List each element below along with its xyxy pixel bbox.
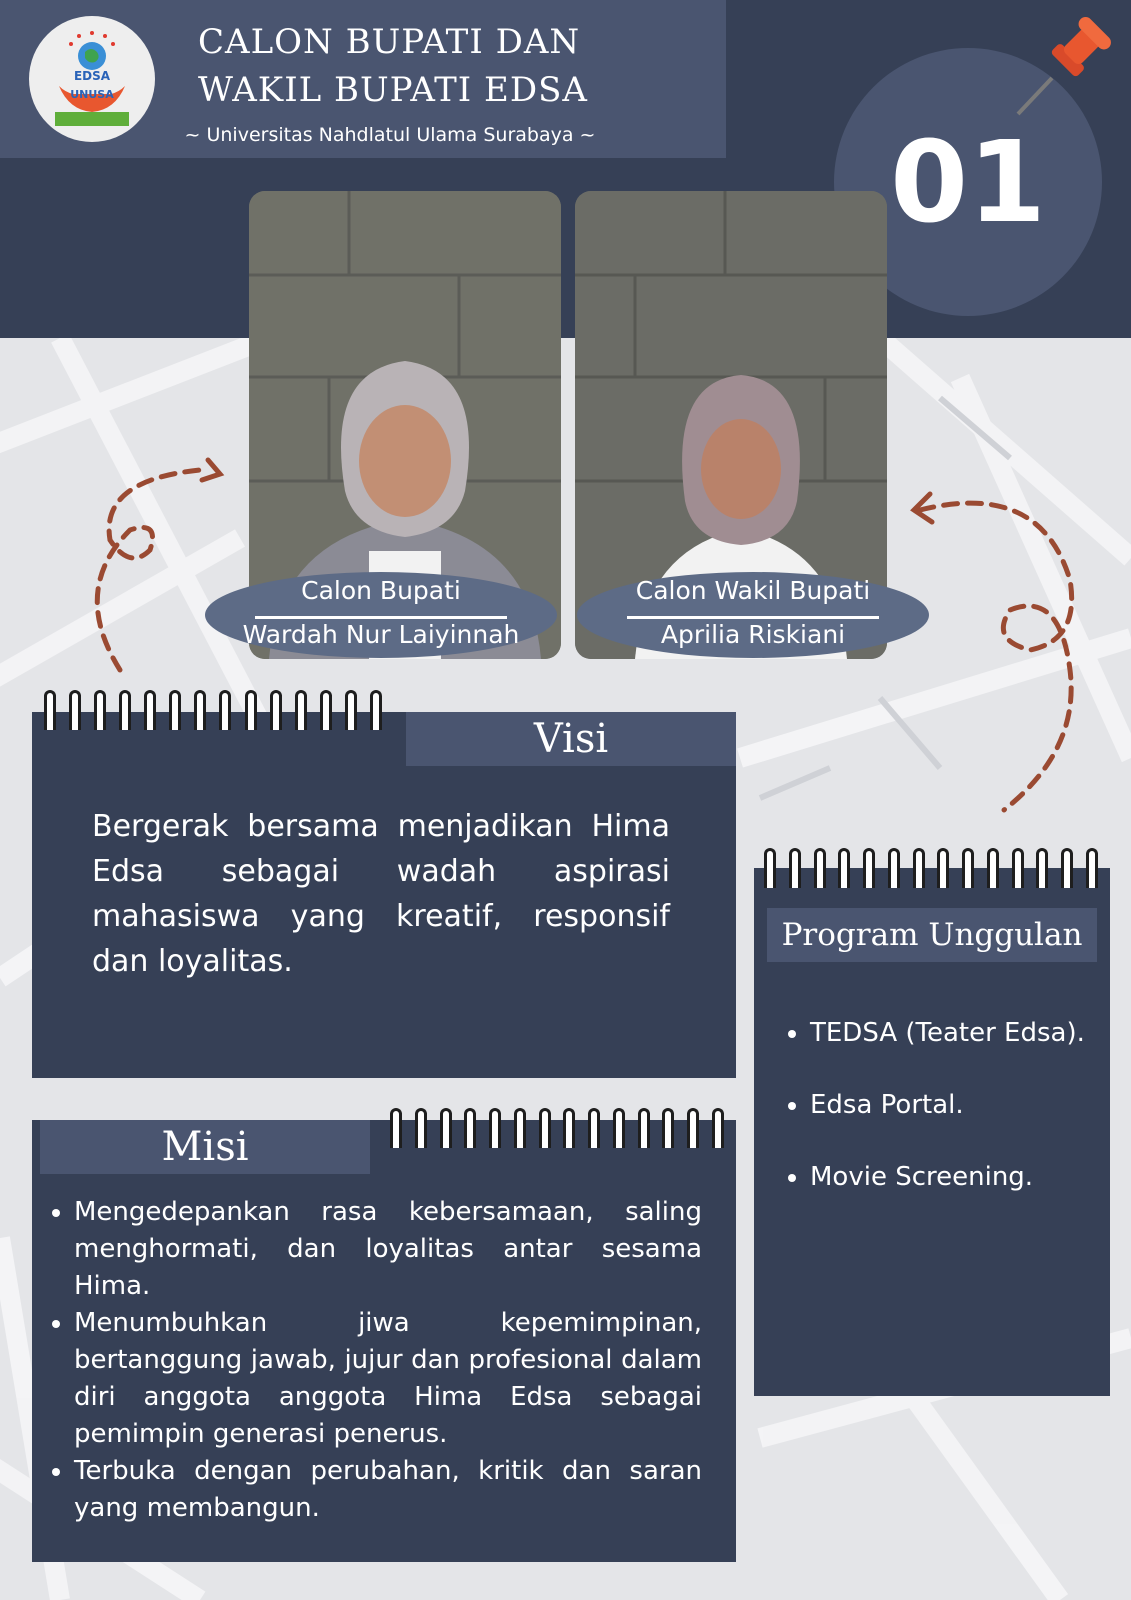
nameplate-divider	[627, 616, 879, 619]
list-item: • Mengedepankan rasa kebersamaan, saling menghormati, dan loyalitas antar sesama Hima.	[74, 1194, 702, 1305]
spiral-binding	[44, 690, 382, 732]
nameplate-calon-wakil-bupati	[577, 572, 929, 658]
university-subtitle: ~ Universitas Nahdlatul Ulama Surabaya ~	[184, 124, 596, 146]
candidate-role: Calon Bupati	[301, 576, 461, 605]
candidate-name: Wardah Nur Laiyinnah	[242, 620, 520, 649]
page-title	[198, 18, 618, 114]
list-item: • TEDSA (Teater Edsa).	[810, 1018, 1102, 1048]
edsa-logo	[29, 16, 155, 142]
svg-text:EDSA: EDSA	[73, 69, 111, 83]
nameplate-divider	[255, 616, 507, 619]
misi-list	[46, 1194, 702, 1527]
title-line-1: CALON BUPATI DAN	[198, 22, 581, 62]
svg-text:UNUSA: UNUSA	[70, 88, 114, 101]
list-item: • Menumbuhkan jiwa kepemimpinan, bertanggung jawab, jujur dan profesional dalam diri anggota anggota Hima Edsa sebagai pemimpin generasi penerus.	[74, 1305, 702, 1453]
dashed-arrow-icon	[900, 480, 1100, 820]
pushpin-icon	[1000, 10, 1120, 130]
visi-title: Visi	[406, 712, 736, 766]
candidate-name: Aprilia Riskiani	[660, 620, 846, 649]
program-list	[782, 1018, 1102, 1234]
program-title: Program Unggulan	[767, 908, 1097, 962]
title-line-2: WAKIL BUPATI EDSA	[198, 70, 588, 110]
list-item: • Edsa Portal.	[810, 1090, 1102, 1120]
dashed-arrow-icon	[60, 430, 240, 680]
spiral-binding	[390, 1108, 724, 1150]
nameplate-calon-bupati	[205, 572, 557, 658]
candidate-role: Calon Wakil Bupati	[635, 576, 871, 605]
visi-text: Bergerak bersama menjadikan Hima Edsa sebagai wadah aspirasi mahasiswa yang kreatif, responsif dan loyalitas.	[92, 809, 670, 979]
misi-title: Misi	[40, 1120, 370, 1174]
spiral-binding	[764, 848, 1098, 890]
candidate-number: 01	[890, 118, 1046, 248]
list-item: • Movie Screening.	[810, 1162, 1102, 1192]
list-item: • Terbuka dengan perubahan, kritik dan saran yang membangun.	[74, 1453, 702, 1527]
